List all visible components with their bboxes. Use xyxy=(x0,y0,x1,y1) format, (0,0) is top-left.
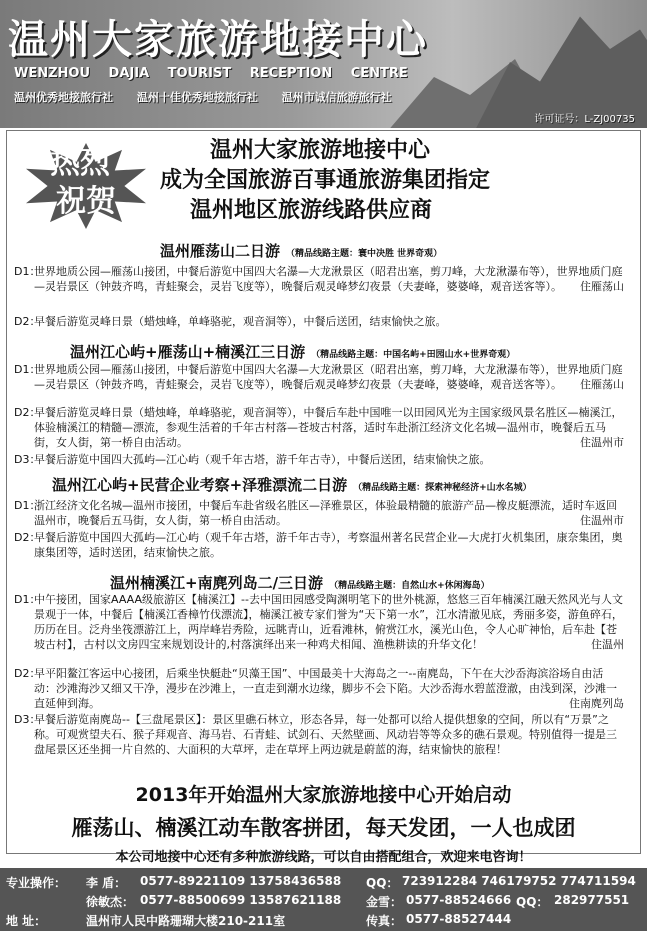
badge-line1: 热烈 xyxy=(50,146,110,181)
itinerary-day xyxy=(14,452,624,467)
badge-line2: 祝贺 xyxy=(56,184,116,219)
contact-name: 李 盾： xyxy=(86,876,127,890)
itinerary-day xyxy=(14,530,624,560)
route-title xyxy=(110,572,490,593)
congrats-headline xyxy=(160,136,640,226)
address-label: 地 址： xyxy=(6,914,47,928)
route-name: 温州楠溪江+南麂列岛二/三日游 xyxy=(110,574,324,592)
route-title xyxy=(70,341,515,362)
stay-location: 住温州 xyxy=(591,638,624,651)
ops-label: 专业操作： xyxy=(6,876,67,890)
agency-item: 温州十佳优秀地接旅行社 xyxy=(136,91,258,104)
itinerary-day xyxy=(14,264,624,294)
congrats-line3: 温州地区旅游线路供应商 xyxy=(190,198,433,223)
route-title xyxy=(160,240,442,261)
address-value: 温州市人民中路珊瑚大楼210-211室 xyxy=(86,914,286,928)
itinerary-day xyxy=(14,666,624,711)
contact-phone: 0577-89221109 13758436588 xyxy=(140,874,342,888)
day-label: D2： xyxy=(14,531,41,544)
day-text: 早平阳鳌江客运中心接团，后乘坐快艇赴“贝藻王国”、中国最美十大海岛之一--南麂岛，下午在大沙岙海滨浴场自由活动：沙滩海沙又细又干净，漫步在沙滩上，一直走到潮水边缘，脚步不会下陷。大沙岙海水碧蓝澄澈，由浅到深，沙滩一直延伸到海。 xyxy=(34,667,617,710)
congrats-line1: 温州大家旅游地接中心 xyxy=(210,138,431,163)
congrats-badge xyxy=(26,143,146,229)
license-number: 许可证号：L-ZJ00735 xyxy=(534,114,635,125)
day-label: D1： xyxy=(14,265,41,278)
contact-phone: 0577-88524666 xyxy=(406,893,512,907)
day-text: 早餐后游览灵峰日景（蜡烛峰，单峰骆驼，观音洞等），中餐后送团，结束愉快之旅。 xyxy=(34,315,447,328)
day-text: 早餐后游览灵峰日景（蜡烛峰，单峰骆驼，观音洞等），中餐后车赴中国唯一以田园风光为主国家级风景名胜区—楠溪江，体验楠溪江的精髓—漂流，参观生活着的千年古村落—苍坡古村落，适时车赴浙江经济文化名城—温州市，晚餐后五马街，女人街，第一桥自由活动。 xyxy=(34,406,623,449)
agency-list xyxy=(14,89,412,105)
day-label: D1： xyxy=(14,499,41,512)
itinerary-day xyxy=(14,314,624,329)
day-label: D1： xyxy=(14,593,41,606)
stay-location: 住雁荡山 xyxy=(580,378,624,391)
stay-location: 住温州市 xyxy=(580,514,624,527)
itinerary-day xyxy=(14,362,624,392)
agency-item: 温州市诚信旅游旅行社 xyxy=(281,91,392,104)
announce-line2: 雁荡山、楠溪江动车散客拼团，每天发团，一人也成团 xyxy=(71,816,576,840)
route-theme: （精品线路主题：自然山水+休闲海岛） xyxy=(329,581,490,591)
qq-label: QQ： xyxy=(516,895,549,909)
itinerary-day xyxy=(14,498,624,528)
day-label: D3： xyxy=(14,713,41,726)
day-label: D2： xyxy=(14,667,41,680)
congrats-line2: 成为全国旅游百事通旅游集团指定 xyxy=(160,168,491,193)
route-theme: （精品线路主题：中国名屿+田园山水+世界奇观） xyxy=(311,350,516,360)
day-text: 中午接团，国家AAAA级旅游区【楠溪江】--去中国田园感受陶渊明笔下的世外桃源，悠悠三百年楠溪江融天然风光与人文景观于一体，中餐后【楠溪江香樟竹伐漂流】，楠溪江被专家们誉为“天下第一水”，江水清澈见底，秀丽多姿，游鱼碎石，历历在目。泛舟坐筏漂游江上，两岸峰岩秀险，远眺青山，近看滩林，俯赏江水，溪光山色，令人心旷神怡，后车赴【苍坡古村】，古村以文房四宝来规划设计的,村落演绎出来一种鸡犬相闻、渔樵耕读的升华文化！ xyxy=(34,593,623,651)
day-text: 早餐后游览中国四大孤屿—江心屿（观千年古塔，游千年古寺），考察温州著名民营企业—大虎打火机集团，康奈集团，奥康集团等，适时送团，结束愉快之旅。 xyxy=(34,531,623,559)
announce-line3: 本公司地接中心还有多种旅游线路，可以自由搭配组合，欢迎来电咨询！ xyxy=(115,850,532,865)
route-name: 温州江心屿+民营企业考察+泽雅漂流二日游 xyxy=(52,476,348,494)
qq-value: 723912284 746179752 774711594 xyxy=(402,874,636,888)
fax-label: 传真： xyxy=(366,914,403,928)
page-subtitle: WENZHOU DAJIA TOURIST RECEPTION CENTRE xyxy=(14,66,408,81)
day-text: 世界地质公园—雁荡山接团，中餐后游览中国四大名瀑—大龙湫景区（昭君出塞，剪刀峰，大龙湫瀑布等），世界地质门庭—灵岩景区（钟鼓齐鸣，青蛙聚会，灵岩飞度等），晚餐后观灵峰梦幻夜景（夫妻峰，婆婆峰，观音送客等）。 xyxy=(34,265,623,293)
day-text: 浙江经济文化名城—温州市接团，中餐后车赴省级名胜区—泽雅景区，体验最精髓的旅游产品—橡皮艇漂流，适时车返回温州市，晚餐后五马街，女人街，第一桥自由活动。 xyxy=(34,499,617,527)
stay-location: 住南麂列岛 xyxy=(569,697,624,710)
itinerary-day xyxy=(14,405,624,450)
contact-name: 金雪： xyxy=(366,895,403,909)
day-label: D3： xyxy=(14,453,41,466)
contact-phone: 0577-88500699 13587621188 xyxy=(140,893,342,907)
stay-location: 住雁荡山 xyxy=(580,280,624,293)
announce-line1: 2013年开始温州大家旅游地接中心开始启动 xyxy=(135,784,512,806)
contact-name: 徐敏杰： xyxy=(86,895,135,909)
header-banner xyxy=(0,0,647,128)
route-name: 温州江心屿+雁荡山+楠溪江三日游 xyxy=(70,343,306,361)
contact-bar xyxy=(0,868,647,931)
day-text: 早餐后游览南麂岛--【三盘尾景区】：景区里礁石林立，形态各异，每一处都可以给人提供想象的空间，所以有“万景”之称。可观赏望夫石、猴子拜观音、海马岩、石青蛙、试剑石、天然壁画、风动岩等等众多的礁石景观。特别值得一提是三盘尾景区还坐拥一片自然的、大面积的大草坪，走在草坪上两边就是蔚蓝的海，结束愉快的旅程！ xyxy=(34,713,617,756)
day-text: 世界地质公园—雁荡山接团，中餐后游览中国四大名瀑—大龙湫景区（昭君出塞，剪刀峰，大龙湫瀑布等），世界地质门庭—灵岩景区（钟鼓齐鸣，青蛙聚会，灵岩飞度等），晚餐后观灵峰梦幻夜景（夫妻峰，婆婆峰，观音送客等）。 xyxy=(34,363,623,391)
stay-location: 住温州市 xyxy=(580,436,624,449)
route-theme: （精品线路主题：寰中决胜 世界奇观） xyxy=(286,249,443,259)
day-label: D1： xyxy=(14,363,41,376)
route-title xyxy=(52,474,532,495)
day-label: D2： xyxy=(14,406,41,419)
fax-value: 0577-88527444 xyxy=(406,912,512,926)
qq-value: 282977551 xyxy=(554,893,630,907)
qq-label: QQ： xyxy=(366,876,399,890)
itinerary-day xyxy=(14,592,624,652)
agency-item: 温州优秀地接旅行社 xyxy=(14,91,113,104)
itinerary-day xyxy=(14,712,624,757)
day-label: D2： xyxy=(14,315,41,328)
page-title: 温州大家旅游地接中心 xyxy=(8,17,428,63)
route-theme: （精品线路主题：探索神秘经济+山水名城） xyxy=(353,483,532,493)
day-text: 早餐后游览中国四大孤屿—江心屿（观千年古塔，游千年古寺），中餐后送团，结束愉快之旅。 xyxy=(34,453,491,466)
route-name: 温州雁荡山二日游 xyxy=(160,242,281,260)
